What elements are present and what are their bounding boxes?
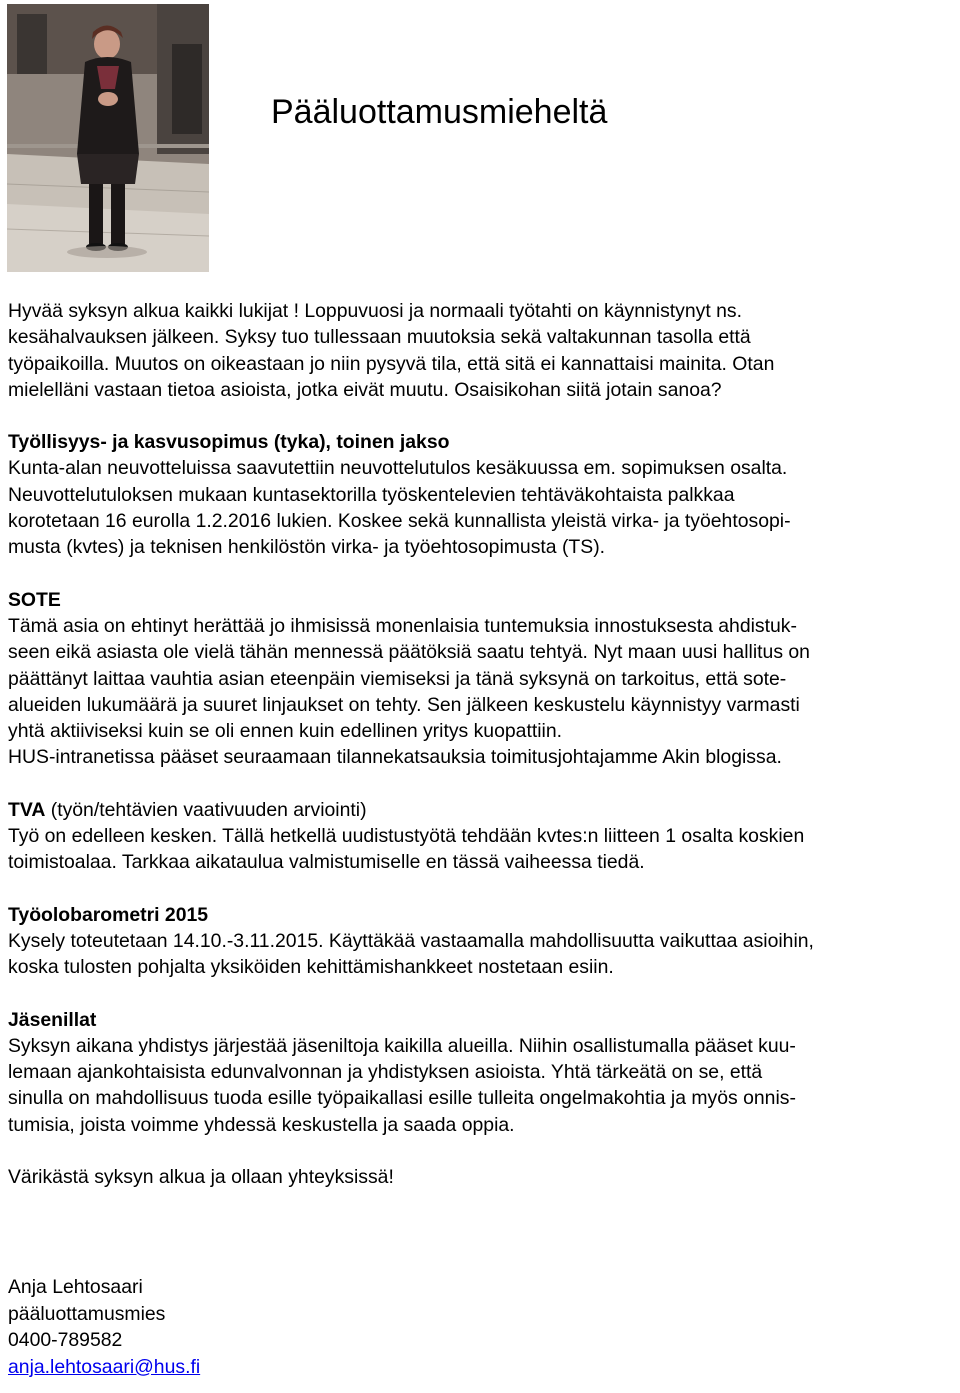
text-line: lemaan ajankohtaisista edunvalvonnan ja yhdistyksen asioista. Yhtä tärkeätä on se, että [8,1061,763,1084]
signature-phone: 0400-789582 [8,1329,123,1352]
closing-line: Värikästä syksyn alkua ja ollaan yhteyksissä! [8,1166,394,1189]
page-title: Pääluottamusmieheltä [271,93,608,131]
tva-heading-rest: (työn/tehtävien vaativuuden arviointi) [45,798,367,821]
text-line: tumisia, joista voimme yhdessä keskustella ja saada oppia. [8,1113,515,1136]
spacer [8,1138,960,1164]
text-line: Hyvää syksyn alkua kaikki lukijat ! Loppuvuosi ja normaali työtahti on käynnistynyt ns. [8,300,742,322]
text-line: mielelläni vastaan tietoa asioista, jotka eivät muutu. Osaisikohan siitä jotain sanoa? [8,378,722,401]
barometri-section [8,902,960,981]
text-line: seen eikä asiasta ole vielä tähän mennessä päätöksiä saatu tehtyä. Nyt maan uusi hallitus on [8,641,810,664]
tyka-heading: Työllisyys- ja kasvusopimus (tyka), toinen jakso [8,431,450,454]
tva-heading [8,797,960,823]
signature-block [8,1274,960,1380]
text-line: alueiden lukumäärä ja suuret linjaukset on tehty. Sen jälkeen keskustelu käynnistyy varmasti [8,693,800,716]
text-line: Kysely toteutetaan 14.10.-3.11.2015. Käyttäkää vastaamalla mahdollisuutta vaikuttaa asioihin, [8,929,814,952]
sote-heading: SOTE [8,588,61,611]
tva-heading-bold: TVA [8,798,46,821]
spacer [8,771,960,797]
text-line: korotetaan 16 eurolla 1.2.2016 lukien. Koskee sekä kunnallista yleistä virka- ja työehtosopi- [8,510,791,533]
text-line: musta (kvtes) ja teknisen henkilöstön virka- ja työehtosopimusta (TS). [8,536,606,559]
text-line: yhtä aktiiviseksi kuin se oli ennen kuin edellinen yritys kuopattiin. [8,720,563,743]
text-line: toimistoalaa. Tarkkaa aikataulua valmistumiselle en tässä vaiheessa tiedä. [8,851,645,874]
text-line: Kunta-alan neuvotteluissa saavutettiin neuvottelutulos kesäkuussa em. sopimuksen osalta. [8,457,788,480]
article-body [8,298,960,1380]
text-line: Syksyn aikana yhdistys järjestää jäseniltoja kaikilla alueilla. Niihin osallistumalla pääset kuu- [8,1034,796,1057]
text-line: Tämä asia on ehtinyt herättää jo ihmisissä monenlaisia tuntemuksia innostuksesta ahdistuk- [8,614,797,637]
spacer [8,981,960,1007]
text-line: työpaikoilla. Muutos on oikeastaan jo niin pysyvä tila, että sitä ei kannattaisi mainita. Otan [8,352,775,375]
signature-name: Anja Lehtosaari [8,1276,143,1299]
signature-role: pääluottamusmies [8,1302,166,1325]
tyka-section [8,429,960,560]
sote-section [8,587,960,771]
tva-section [8,797,960,876]
spacer [8,1190,960,1216]
text-line: Neuvottelutuloksen mukaan kuntasektorilla työskentelevien tehtäväkohtaista palkkaa [8,483,735,506]
author-photo [7,4,209,272]
intro-paragraph [8,298,960,403]
spacer [8,403,960,429]
jasenillat-heading: Jäsenillat [8,1008,97,1031]
text-line: koska tulosten pohjalta yksiköiden kehittämishankkeet nostetaan esiin. [8,956,614,979]
spacer [8,1242,960,1268]
text-line: HUS-intranetissa pääset seuraamaan tilannekatsauksia toimitusjohtajamme Akin blogissa. [8,746,782,769]
spacer [8,876,960,902]
jasenillat-section [8,1007,960,1138]
text-line: sinulla on mahdollisuus tuoda esille työpaikallasi esille tulleita ongelmakohtia ja myös onnis- [8,1087,796,1110]
text-line: Työ on edelleen kesken. Tällä hetkellä uudistustyötä tehdään kvtes:n liitteen 1 osalta koskien [8,825,805,848]
author-photo-image [7,4,209,272]
barometri-heading: Työolobarometri 2015 [8,903,209,926]
signature-email-link[interactable]: anja.lehtosaari@hus.fi [8,1355,201,1378]
spacer [8,1216,960,1242]
spacer [8,561,960,587]
text-line: päättänyt laittaa vauhtia asian eteenpäin viemiseksi ja tänä syksynä on tarkoitus, että sote- [8,667,787,690]
text-line: kesähalvauksen jälkeen. Syksy tuo tullessaan muutoksia sekä valtakunnan tasolla että [8,326,751,349]
